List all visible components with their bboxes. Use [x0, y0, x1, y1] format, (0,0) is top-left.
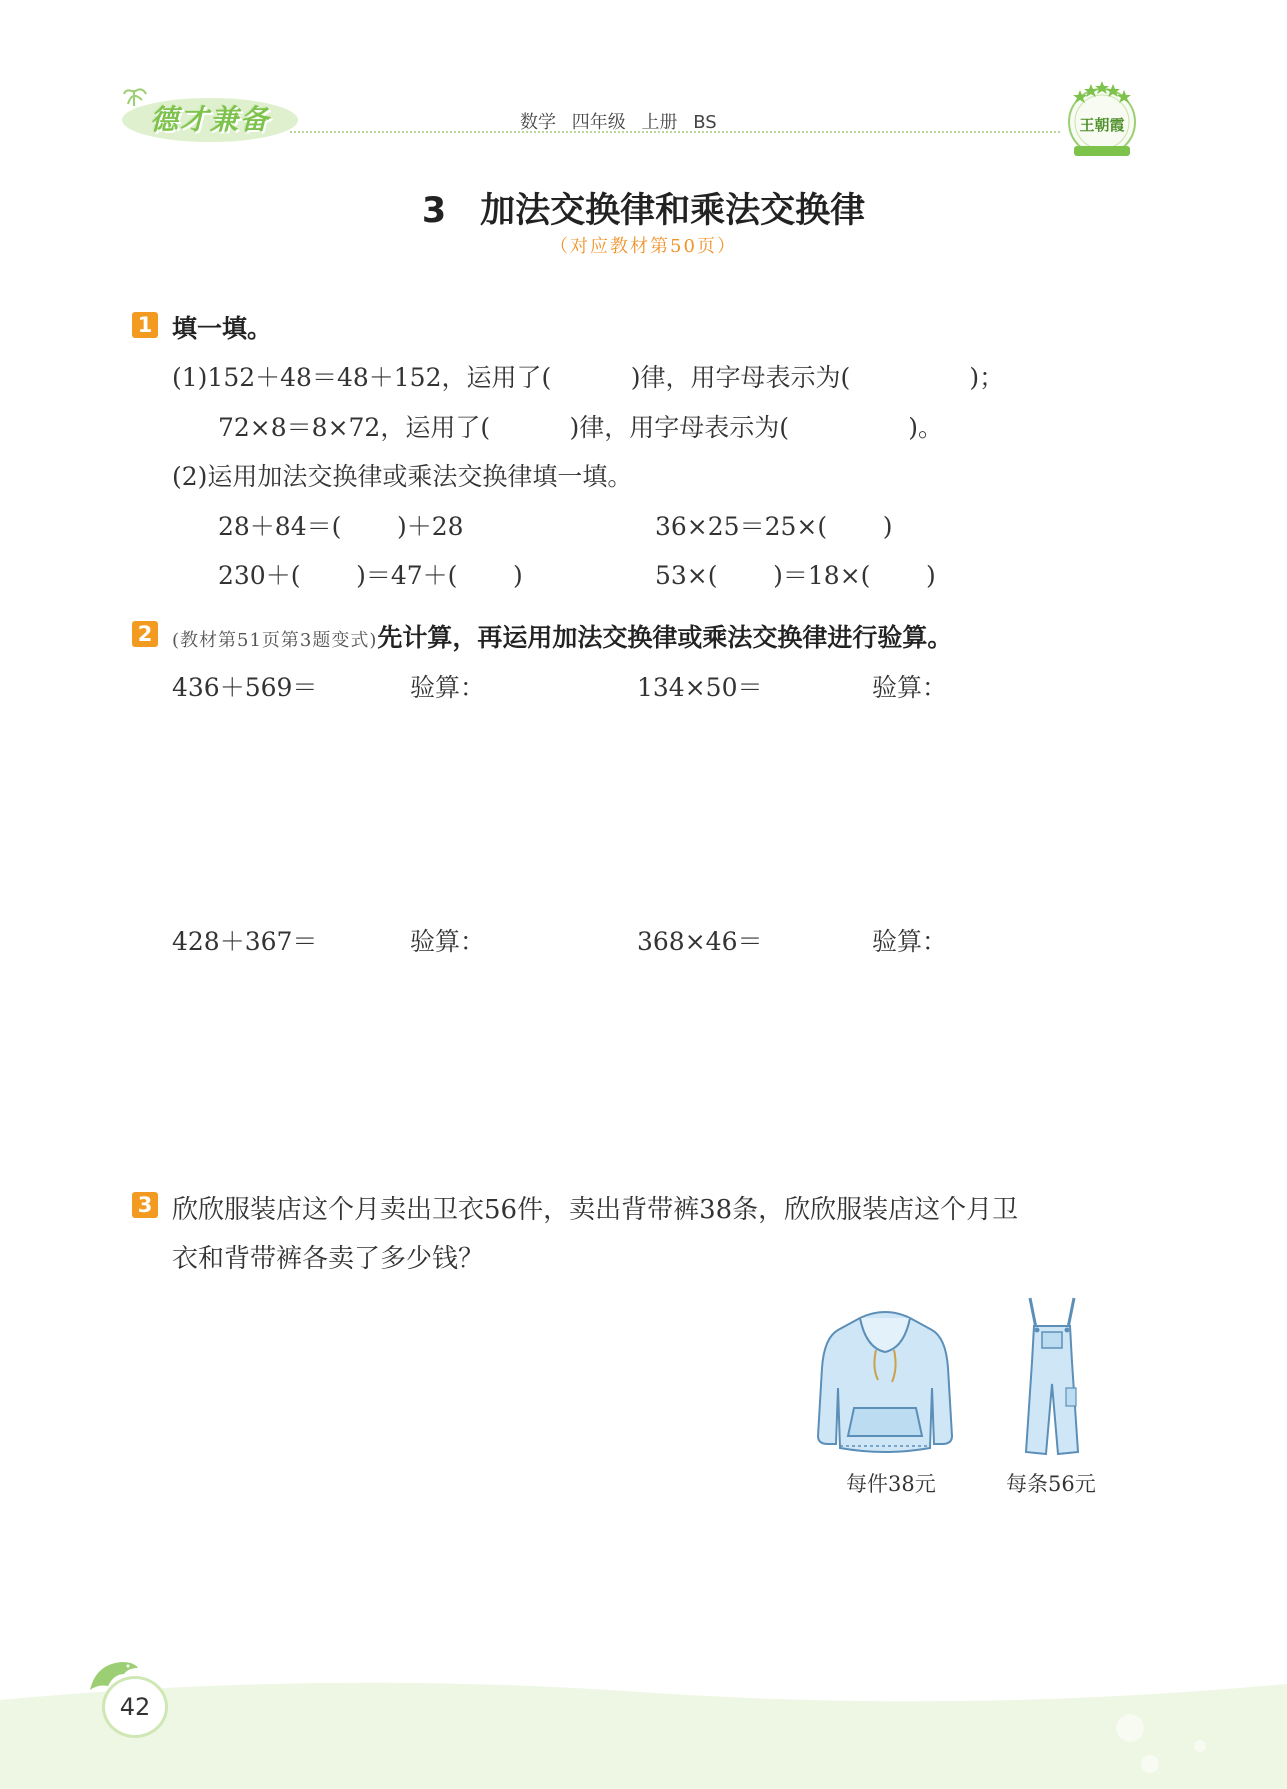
- grade-label: 四年级: [571, 112, 626, 133]
- lesson-number: 3: [421, 191, 447, 231]
- q2-verify-1: 验算：: [410, 673, 486, 702]
- hoodie-price-label: 每件38元: [846, 1472, 936, 1496]
- q1-line-3: (2)运用加法交换律或乘法交换律填一填。: [172, 462, 633, 491]
- q1-row-2-right: 53×( )＝18×( ): [655, 561, 936, 590]
- overalls-icon: [1016, 1292, 1088, 1462]
- q1-line-2: 72×8＝8×72，运用了( )律，用字母表示为( )。: [218, 413, 944, 442]
- hoodie-icon: [814, 1308, 956, 1458]
- question-2-badge: 2: [132, 621, 158, 647]
- lesson-title-text: 加法交换律和乘法交换律: [480, 191, 866, 231]
- q2-problem-2: 134×50＝: [637, 673, 763, 702]
- q2-verify-4: 验算：: [872, 927, 948, 956]
- q2-problem-3: 428＋367＝: [172, 927, 318, 956]
- question-1-title: 填一填。: [172, 314, 273, 343]
- q1-row-2-left: 230＋( )＝47＋( ): [218, 561, 523, 590]
- question-2-title: 先计算，再运用加法交换律或乘法交换律进行验算。: [377, 623, 953, 652]
- volume-label: 上册: [641, 112, 678, 133]
- q3-line-1: 欣欣服装店这个月卖出卫衣56件，卖出背带裤38条，欣欣服装店这个月卫: [172, 1195, 1019, 1225]
- q2-problem-4: 368×46＝: [637, 927, 763, 956]
- q1-line-1: (1)152＋48＝48＋152，运用了( )律，用字母表示为( )；: [172, 363, 1005, 392]
- q3-line-2: 衣和背带裤各卖了多少钱？: [172, 1244, 485, 1274]
- lesson-title: [0, 183, 1287, 233]
- textbook-reference: （对应教材第50页）: [550, 236, 737, 257]
- question-2-heading: [172, 618, 952, 654]
- author-emblem: [1060, 76, 1144, 160]
- edition-label: BS: [693, 112, 717, 133]
- subject-label: 数学: [520, 112, 556, 133]
- brand-title: 德才兼备: [150, 103, 271, 136]
- question-2-source-note: (教材第51页第3题变式): [172, 630, 378, 651]
- question-3-badge: 3: [132, 1192, 158, 1218]
- header-info: [520, 108, 717, 134]
- emblem-name: 王朝霞: [1079, 116, 1125, 134]
- q2-verify-2: 验算：: [872, 673, 948, 702]
- q1-row-1-left: 28＋84＝( )＋28: [218, 512, 464, 541]
- q2-verify-3: 验算：: [410, 927, 486, 956]
- q2-problem-1: 436＋569＝: [172, 673, 318, 702]
- question-1-badge: 1: [132, 312, 158, 338]
- overalls-price-label: 每条56元: [1006, 1472, 1096, 1496]
- q1-row-1-right: 36×25＝25×( ): [655, 512, 893, 541]
- page-number: 42: [102, 1676, 168, 1738]
- footer-band: [0, 1670, 1287, 1789]
